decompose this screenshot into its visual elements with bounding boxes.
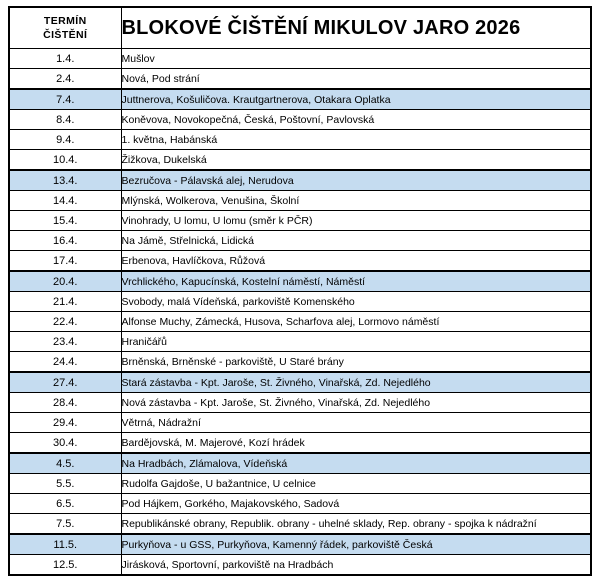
cell-date: 14.4. xyxy=(9,191,121,211)
table-row xyxy=(9,191,591,211)
header-date-line2: ČIŠTĚNÍ xyxy=(43,29,88,41)
cell-date: 5.5. xyxy=(9,474,121,494)
cell-streets: Pod Hájkem, Gorkého, Majakovského, Sadová xyxy=(121,494,591,514)
table-row xyxy=(9,332,591,352)
cleaning-schedule-table xyxy=(8,6,592,576)
table-header xyxy=(9,7,591,49)
table-row xyxy=(9,352,591,373)
table-row xyxy=(9,170,591,191)
cell-date: 15.4. xyxy=(9,211,121,231)
cell-date: 12.5. xyxy=(9,555,121,576)
cell-streets: Erbenova, Havlíčkova, Růžová xyxy=(121,251,591,272)
cell-streets: Svobody, malá Vídeňská, parkoviště Komenského xyxy=(121,292,591,312)
cell-date: 7.4. xyxy=(9,89,121,110)
cell-date: 1.4. xyxy=(9,49,121,69)
table-row xyxy=(9,89,591,110)
cell-streets: Republikánské obrany, Republik. obrany - uhelné sklady, Rep. obrany - spojka k nádražní xyxy=(121,514,591,535)
cell-date: 6.5. xyxy=(9,494,121,514)
cell-streets: Na Jámě, Střelnická, Lidická xyxy=(121,231,591,251)
header-date-line1: TERMÍN xyxy=(43,14,87,27)
cell-date: 10.4. xyxy=(9,150,121,171)
cell-date: 30.4. xyxy=(9,433,121,454)
cell-date: 7.5. xyxy=(9,514,121,535)
cell-streets: Na Hradbách, Zlámalova, Vídeňská xyxy=(121,453,591,474)
table-row xyxy=(9,453,591,474)
header-date-column xyxy=(9,7,121,49)
cell-streets: 1. května, Habánská xyxy=(121,130,591,150)
table-row xyxy=(9,514,591,535)
table-row xyxy=(9,211,591,231)
cell-streets: Mušlov xyxy=(121,49,591,69)
cell-date: 23.4. xyxy=(9,332,121,352)
cell-streets: Purkyňova - u GSS, Purkyňova, Kamenný řádek, parkoviště Česká xyxy=(121,534,591,555)
cell-date: 13.4. xyxy=(9,170,121,191)
cell-streets: Hraničářů xyxy=(121,332,591,352)
cell-streets: Bardějovská, M. Majerové, Kozí hrádek xyxy=(121,433,591,454)
header-row xyxy=(9,7,591,49)
table-row xyxy=(9,110,591,130)
document-title: BLOKOVÉ ČIŠTĚNÍ MIKULOV JARO 2026 xyxy=(121,7,591,49)
cell-date: 2.4. xyxy=(9,69,121,90)
table-row xyxy=(9,251,591,272)
cell-streets: Mlýnská, Wolkerova, Venušina, Školní xyxy=(121,191,591,211)
cell-streets: Stará zástavba - Kpt. Jaroše, St. Živného, Vinařská, Zd. Nejedlého xyxy=(121,372,591,393)
table-row xyxy=(9,312,591,332)
cell-streets: Nová, Pod strání xyxy=(121,69,591,90)
cell-streets: Vinohrady, U lomu, U lomu (směr k PČR) xyxy=(121,211,591,231)
cell-streets: Juttnerova, Košuličova. Krautgartnerova, Otakara Oplatka xyxy=(121,89,591,110)
cell-streets: Bezručova - Pálavská alej, Nerudova xyxy=(121,170,591,191)
cell-date: 8.4. xyxy=(9,110,121,130)
cell-streets: Vrchlického, Kapucínská, Kostelní náměstí, Náměstí xyxy=(121,271,591,292)
cell-date: 24.4. xyxy=(9,352,121,373)
cell-streets: Brněnská, Brněnské - parkoviště, U Staré brány xyxy=(121,352,591,373)
table-row xyxy=(9,150,591,171)
table-row xyxy=(9,231,591,251)
cell-date: 28.4. xyxy=(9,393,121,413)
cell-date: 4.5. xyxy=(9,453,121,474)
cell-streets: Koněvova, Novokopečná, Česká, Poštovní, Pavlovská xyxy=(121,110,591,130)
table-row xyxy=(9,555,591,576)
cell-date: 22.4. xyxy=(9,312,121,332)
cell-streets: Rudolfa Gajdoše, U bažantnice, U celnice xyxy=(121,474,591,494)
cell-date: 11.5. xyxy=(9,534,121,555)
cell-date: 29.4. xyxy=(9,413,121,433)
cell-streets: Nová zástavba - Kpt. Jaroše, St. Živného, Vinařská, Zd. Nejedlého xyxy=(121,393,591,413)
table-row xyxy=(9,393,591,413)
cell-streets: Žižkova, Dukelská xyxy=(121,150,591,171)
table-body xyxy=(9,49,591,576)
table-row xyxy=(9,130,591,150)
cell-streets: Větrná, Nádražní xyxy=(121,413,591,433)
cell-streets: Alfonse Muchy, Zámecká, Husova, Scharfova alej, Lormovo náměstí xyxy=(121,312,591,332)
table-row xyxy=(9,474,591,494)
table-row xyxy=(9,494,591,514)
cell-date: 27.4. xyxy=(9,372,121,393)
table-row xyxy=(9,372,591,393)
table-row xyxy=(9,413,591,433)
table-row xyxy=(9,49,591,69)
cell-date: 21.4. xyxy=(9,292,121,312)
cell-date: 17.4. xyxy=(9,251,121,272)
cell-date: 20.4. xyxy=(9,271,121,292)
table-row xyxy=(9,292,591,312)
table-row xyxy=(9,271,591,292)
table-row xyxy=(9,69,591,90)
table-row xyxy=(9,433,591,454)
cell-date: 16.4. xyxy=(9,231,121,251)
cell-streets: Jirásková, Sportovní, parkoviště na Hradbách xyxy=(121,555,591,576)
table-row xyxy=(9,534,591,555)
cell-date: 9.4. xyxy=(9,130,121,150)
